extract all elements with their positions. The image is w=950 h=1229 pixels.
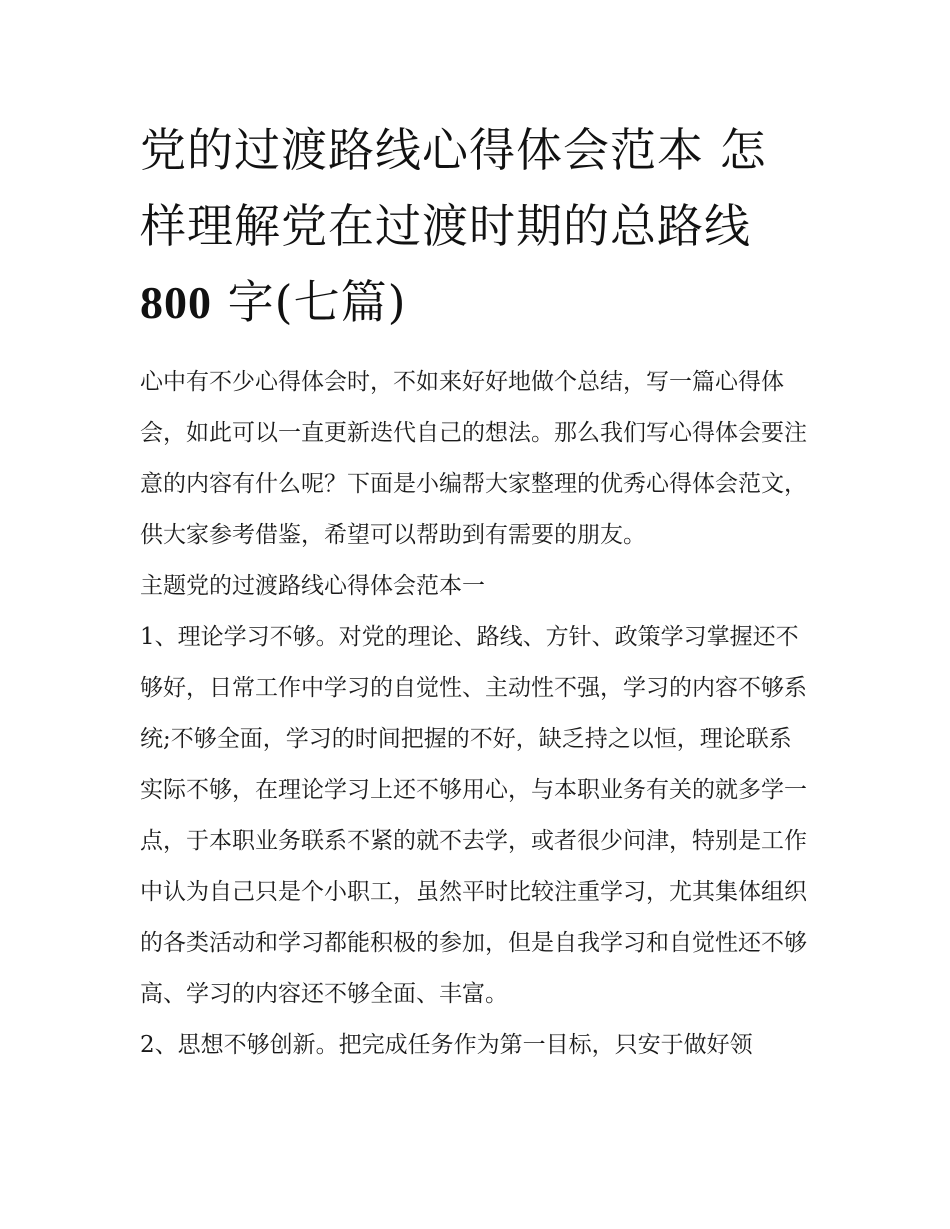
title-line-1: 党的过渡路线心得体会范本 怎 — [140, 123, 767, 177]
list-item-1: 1、理论学习不够。对党的理论、路线、方针、政策学习掌握还不够好，日常工作中学习的自觉性、主动性不强，学习的内容不够系统;不够全面，学习的时间把握的不好，缺乏持之以恒，理论联系实际不够，在理论学习上还不够用心，与本职业务有关的就多学一点，于本职业务联系不紧的就不去学，或者很少问津，特别是工作中认为自己只是个小职工，虽然平时比较注重学习，尤其集体组织的各类活动和学习都能积极的参加，但是自我学习和自觉性还不够高、学习的内容还不够全面、丰富。 — [140, 624, 807, 1007]
document-title — [140, 112, 812, 341]
document-page — [140, 112, 812, 1071]
section-heading: 主题党的过渡路线心得体会范本一 — [140, 573, 485, 599]
intro-paragraph: 心中有不少心得体会时，不如来好好地做个总结，写一篇心得体会，如此可以一直更新迭代自己的想法。那么我们写心得体会要注意的内容有什么呢？下面是小编帮大家整理的优秀心得体会范文，供大家参考借鉴，希望可以帮助到有需要的朋友。 — [140, 369, 807, 548]
title-line-3 — [140, 264, 812, 341]
title-number: 800 — [140, 277, 212, 328]
list-item-2: 2、思想不够创新。把完成任务作为第一目标，只安于做好领 — [140, 1032, 753, 1058]
title-suffix: 字(七篇) — [212, 275, 407, 329]
title-line-2: 样理解党在过渡时期的总路线 — [140, 199, 751, 253]
document-body — [140, 357, 812, 1071]
